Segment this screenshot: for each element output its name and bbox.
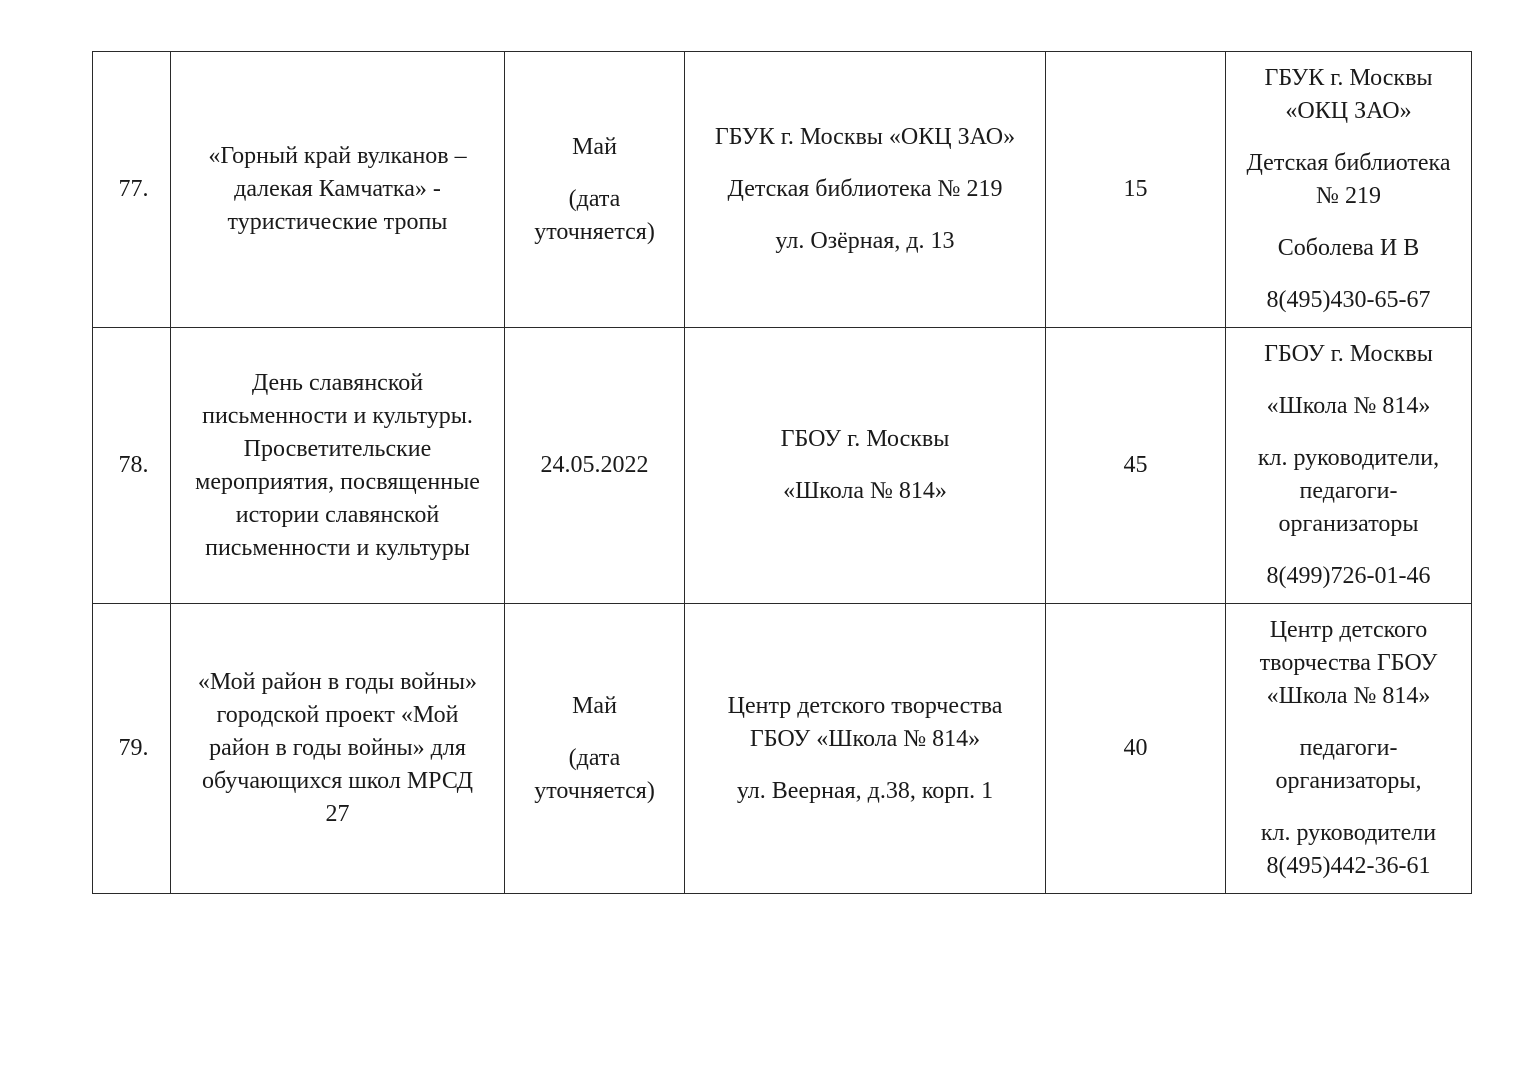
text-line: ГБОУ г. Москвы [780, 426, 950, 452]
paragraph [1234, 817, 1463, 883]
venue-cell [685, 604, 1046, 894]
participants-count-cell [1046, 328, 1226, 604]
text-line: (дата [568, 744, 621, 771]
text-line: Центр детского [1269, 617, 1428, 643]
text-line: письменности и культуры [205, 534, 470, 561]
text-line: «Горный край вулканов – [208, 143, 467, 169]
paragraph [1234, 232, 1463, 265]
participants-count: 45 [1123, 452, 1148, 478]
text-line: 8(495)430-65-67 [1266, 287, 1431, 313]
text-line: Детская библиотека [1246, 150, 1451, 176]
text-line: ГБУК г. Москвы «ОКЦ ЗАО» [714, 124, 1016, 150]
paragraph [513, 742, 676, 808]
paragraph [1234, 442, 1463, 541]
text-line: письменности и культуры. [202, 402, 473, 429]
paragraph [693, 690, 1037, 756]
text-line: Май [572, 133, 617, 160]
participants-count-cell [1046, 604, 1226, 894]
event-name-cell [171, 52, 505, 328]
venue-cell [685, 52, 1046, 328]
text-line: Соболева И В [1277, 235, 1420, 261]
row-number: 78. [118, 452, 149, 478]
text-line: ГБУК г. Москвы [1264, 65, 1433, 91]
paragraph [513, 183, 676, 249]
text-line: № 219 [1316, 183, 1381, 209]
responsible-cell [1226, 328, 1472, 604]
text-line: ГБОУ «Школа № 814» [749, 725, 981, 752]
participants-count-cell [1046, 52, 1226, 328]
text-line: Центр детского творчества [727, 692, 1003, 719]
venue-cell [685, 328, 1046, 604]
text-line: обучающихся школ МРСД [201, 768, 474, 794]
row-number-cell [93, 604, 171, 894]
text-line: День славянской [251, 369, 424, 396]
paragraph [1234, 62, 1463, 128]
text-line: «ОКЦ ЗАО» [1285, 98, 1412, 124]
text-line: «Мой район в годы войны» [197, 669, 478, 695]
date-cell [505, 52, 685, 328]
text-line: кл. руководители [1260, 820, 1437, 846]
row-number: 77. [118, 176, 149, 202]
text-line: мероприятия, посвященные [195, 468, 480, 495]
text-line: 27 [325, 801, 350, 827]
responsible-cell [1226, 52, 1472, 328]
row-number: 79. [118, 735, 149, 761]
participants-count: 15 [1123, 176, 1148, 202]
text-line: 24.05.2022 [540, 452, 649, 478]
text-line: организаторы, [1275, 768, 1422, 794]
paragraph [693, 225, 1037, 258]
text-line: городской проект «Мой [216, 702, 459, 728]
paragraph [1234, 390, 1463, 423]
paragraph [693, 423, 1037, 456]
text-line: (дата [568, 185, 621, 212]
paragraph [1234, 284, 1463, 317]
table-row [93, 328, 1472, 604]
text-line: «Школа № 814» [1266, 683, 1431, 709]
text-line: кл. руководители, [1257, 445, 1440, 471]
text-line: туристические тропы [227, 209, 448, 235]
text-line: творчества ГБОУ [1259, 650, 1438, 676]
text-line: уточняется) [534, 218, 655, 245]
paragraph [693, 173, 1037, 206]
text-line: уточняется) [534, 777, 655, 804]
text-line: ул. Озёрная, д. 13 [775, 228, 955, 254]
date-cell [505, 328, 685, 604]
text-line: район в годы войны» для [209, 735, 466, 761]
paragraph [1234, 338, 1463, 371]
paragraph [1234, 732, 1463, 798]
date-cell [505, 604, 685, 894]
text-line: ГБОУ г. Москвы [1264, 341, 1433, 367]
text-line: «Школа № 814» [1266, 393, 1431, 419]
text-line: ул. Веерная, д.38, корп. 1 [736, 777, 994, 804]
text-line: далекая Камчатка» - [234, 176, 441, 202]
paragraph [693, 121, 1037, 154]
text-line: истории славянской [235, 501, 440, 528]
table-row [93, 52, 1472, 328]
events-table [92, 51, 1472, 894]
paragraph [693, 475, 1037, 508]
paragraph [1234, 560, 1463, 593]
table-row [93, 604, 1472, 894]
text-line: Детская библиотека № 219 [727, 176, 1003, 202]
text-line: организаторы [1278, 511, 1419, 537]
text-line: Май [572, 692, 617, 719]
text-line: «Школа № 814» [783, 478, 947, 504]
participants-count: 40 [1123, 735, 1148, 761]
paragraph [513, 690, 676, 723]
responsible-cell [1226, 604, 1472, 894]
paragraph [1234, 614, 1463, 713]
row-number-cell [93, 328, 171, 604]
paragraph [513, 131, 676, 164]
text-line: педагоги- [1299, 478, 1398, 504]
event-name-cell [171, 328, 505, 604]
paragraph [1234, 147, 1463, 213]
text-line: Просветительские [243, 435, 432, 462]
paragraph [513, 449, 676, 482]
paragraph [693, 775, 1037, 808]
text-line: 8(499)726-01-46 [1266, 563, 1431, 589]
text-line: 8(495)442-36-61 [1266, 853, 1431, 879]
event-name-cell [171, 604, 505, 894]
row-number-cell [93, 52, 171, 328]
text-line: педагоги- [1299, 735, 1398, 761]
